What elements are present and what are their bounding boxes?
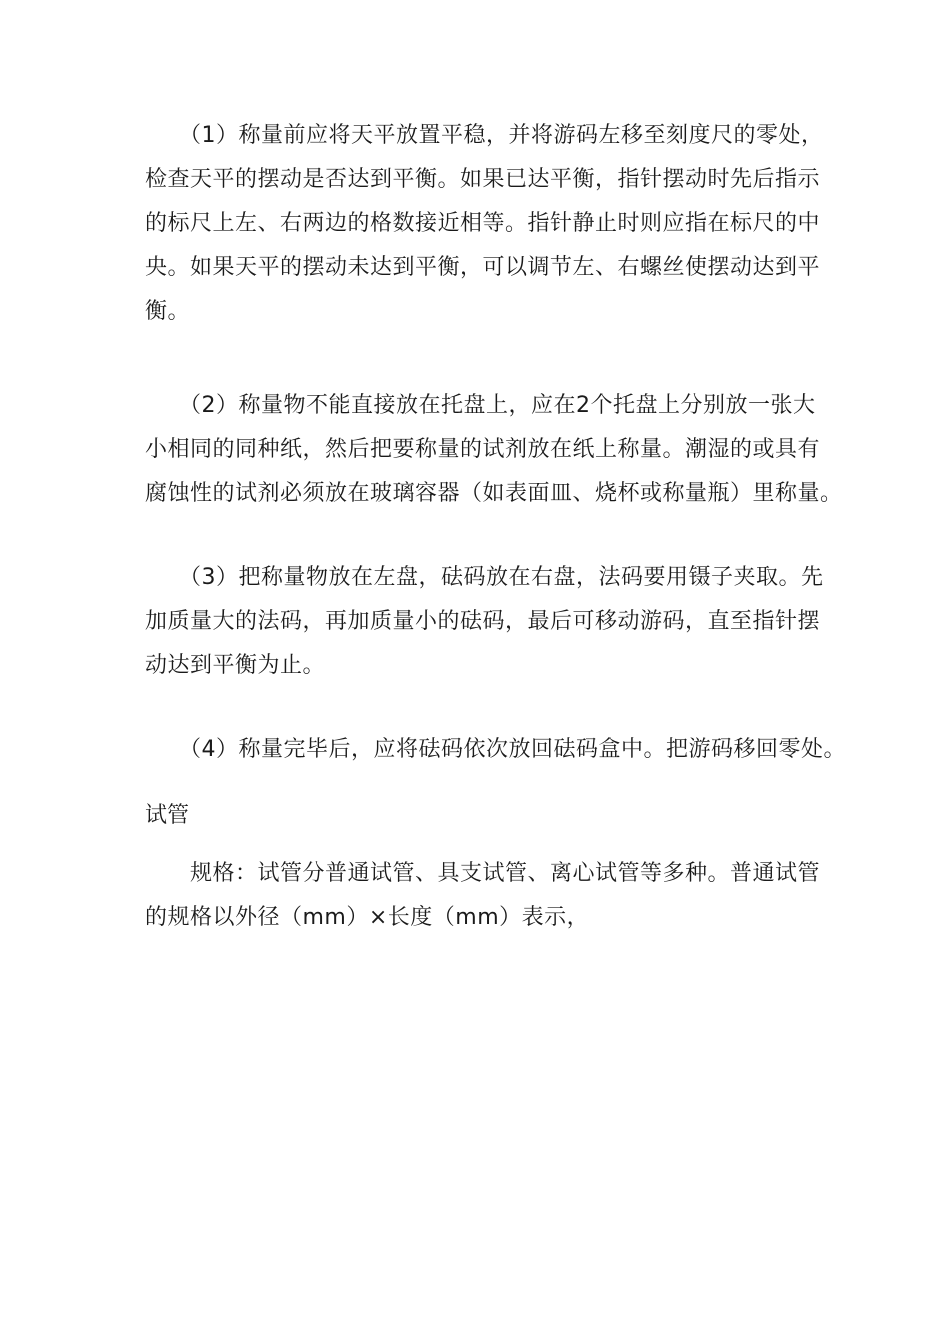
paragraph-line: 动达到平衡为止。	[145, 653, 326, 678]
paragraph-line: （4）称量完毕后，应将砝码依次放回砝码盒中。把游码移回零处。	[145, 737, 846, 762]
paragraph-line: 加质量大的法码，再加质量小的砝码，最后可移动游码，直至指针摆	[145, 609, 821, 634]
paragraph-line: 央。如果天平的摆动未达到平衡，可以调节左、右螺丝使摆动达到平	[145, 255, 821, 280]
paragraph-line: 的规格以外径（mm）×长度（mm）表示，	[145, 905, 590, 930]
paragraph-2	[145, 384, 843, 516]
paragraph-line: 的标尺上左、右两边的格数接近相等。指针静止时则应指在标尺的中	[145, 211, 821, 236]
spec-paragraph	[145, 852, 821, 940]
paragraph-line: 检查天平的摆动是否达到平衡。如果已达平衡，指针摆动时先后指示	[145, 167, 821, 192]
paragraph-line: 小相同的同种纸，然后把要称量的试剂放在纸上称量。潮湿的或具有	[145, 437, 821, 462]
paragraph-3	[145, 556, 824, 688]
paragraph-line: （2）称量物不能直接放在托盘上，应在2个托盘上分别放一张大	[145, 393, 816, 418]
paragraph-line: 衡。	[145, 299, 191, 324]
paragraph-line: 腐蚀性的试剂必须放在玻璃容器（如表面皿、烧杯或称量瓶）里称量。	[145, 481, 843, 506]
paragraph-line: 规格：试管分普通试管、具支试管、离心试管等多种。普通试管	[145, 861, 821, 886]
paragraph-line: （1）称量前应将天平放置平稳，并将游码左移至刻度尺的零处，	[145, 123, 824, 148]
paragraph-1	[145, 114, 824, 334]
paragraph-line: （3）把称量物放在左盘，砝码放在右盘，法码要用镊子夹取。先	[145, 565, 824, 590]
section-heading: 试管	[145, 803, 190, 828]
paragraph-4	[145, 728, 846, 772]
